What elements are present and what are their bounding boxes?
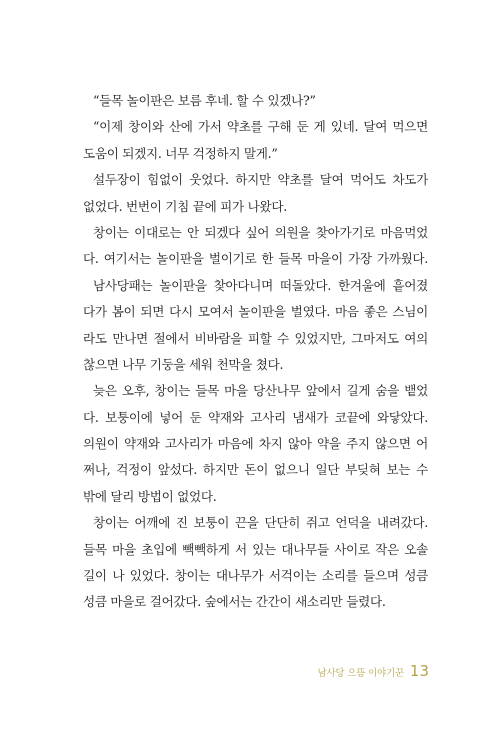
text-line: 들목 마을 초입에 빽빽하게 서 있는 대나무들 사이로 작은 오솔 [83,541,428,557]
text-line: 찮으면 나무 기둥을 세워 천막을 쳤다. [83,356,284,372]
text-line: 라도 만나면 절에서 비바람을 피할 수 있었지만, 그마저도 여의 [83,330,428,346]
page-number: 13 [409,662,429,680]
text-line: 설두장이 힘없이 웃었다. 하지만 약초를 달여 먹어도 차도가 [93,172,428,188]
text-line: 없었다. 번번이 기침 끝에 피가 나왔다. [83,198,287,214]
text-line: 성큼 마을로 걸어갔다. 숲에서는 간간이 새소리만 들렸다. [83,594,386,610]
text-line: 의원이 약재와 고사리가 마음에 차지 않아 약을 주지 않으면 어 [83,436,428,452]
text-line: 쩌나, 걱정이 앞섰다. 하지만 돈이 없으니 일단 부딪혀 보는 수 [83,462,428,478]
body-text [83,88,428,616]
text-line: 길이 나 있었다. 창이는 대나무가 서걱이는 소리를 들으며 성큼 [83,568,428,584]
text-line: “들목 놀이판은 보름 후네. 할 수 있겠나?” [93,93,316,108]
text-line: 늦은 오후, 창이는 들목 마을 당산나무 앞에서 길게 숨을 뱉었 [93,383,428,399]
text-line: 밖에 달리 방법이 없었다. [83,488,217,504]
text-line: 창이는 어깨에 진 보퉁이 끈을 단단히 쥐고 언덕을 내려갔다. [93,515,428,531]
text-line: 도움이 되겠지. 너무 걱정하지 말게.” [83,145,278,161]
page-footer [317,662,429,680]
text-line: 다가 봄이 되면 다시 모여서 놀이판을 벌였다. 마음 좋은 스님이 [83,304,428,320]
text-line: 창이는 이대로는 안 되겠다 싶어 의원을 찾아가기로 마음먹었 [93,224,428,240]
text-line: 남사당패는 놀이판을 찾아다니며 떠돌았다. 한겨울에 흩어졌 [93,277,428,293]
text-line: “이제 창이와 산에 가서 약초를 구해 둔 게 있네. 달여 먹으면 [93,119,428,135]
running-title: 남사당 으뜸 이야기꾼 [317,668,404,679]
text-line: 다. 보퉁이에 넣어 둔 약재와 고사리 냄새가 코끝에 와닿았다. [83,409,428,425]
text-line: 다. 여기서는 놀이판을 벌이기로 한 들목 마을이 가장 가까웠다. [83,251,428,267]
